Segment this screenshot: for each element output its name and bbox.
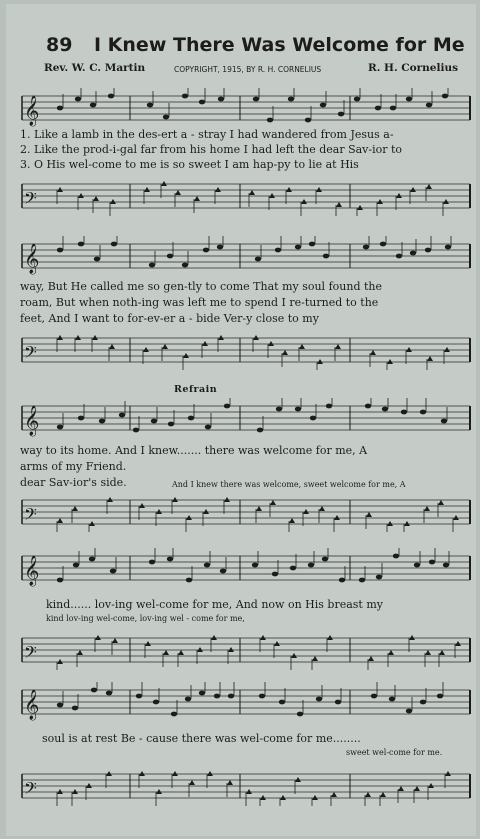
notehead <box>396 254 402 259</box>
bass-lyric-line: sweet wel-come for me. <box>346 748 443 757</box>
shape-notehead <box>280 795 286 800</box>
shape-notehead <box>72 506 78 511</box>
music-system-4 <box>20 546 474 676</box>
notehead <box>305 118 311 123</box>
notehead <box>90 103 96 108</box>
refrain-label: Refrain <box>174 384 218 395</box>
notehead <box>75 97 81 102</box>
shape-notehead <box>57 335 63 340</box>
notehead <box>253 97 259 102</box>
notehead <box>380 242 386 247</box>
notehead <box>149 560 155 565</box>
notehead <box>295 407 301 412</box>
notehead <box>429 560 435 565</box>
shape-notehead <box>197 647 203 652</box>
notehead <box>267 118 273 123</box>
shape-notehead <box>109 344 115 349</box>
treble-clef-icon: 𝄞 <box>24 406 40 436</box>
notehead <box>414 563 420 568</box>
shape-notehead <box>93 196 99 201</box>
hymn-header <box>6 4 476 86</box>
shape-notehead <box>335 344 341 349</box>
notehead <box>375 106 381 111</box>
notehead <box>205 425 211 430</box>
notehead <box>308 563 314 568</box>
shape-notehead <box>186 515 192 520</box>
shape-notehead <box>368 656 374 661</box>
shape-notehead <box>86 783 92 788</box>
notehead <box>203 248 209 253</box>
shape-notehead <box>77 650 83 655</box>
shape-notehead <box>377 199 383 204</box>
shape-notehead <box>291 653 297 658</box>
music-system-3 <box>20 396 474 536</box>
shape-notehead <box>312 795 318 800</box>
shape-notehead <box>438 500 444 505</box>
shape-notehead <box>57 789 63 794</box>
notehead <box>91 688 97 693</box>
shape-notehead <box>144 187 150 192</box>
notehead <box>252 563 258 568</box>
notehead <box>171 712 177 717</box>
notehead <box>338 112 344 117</box>
music-system-1 <box>20 84 474 214</box>
shape-notehead <box>156 509 162 514</box>
bass-staff <box>20 330 474 370</box>
shape-notehead <box>89 521 95 526</box>
shape-notehead <box>215 187 221 192</box>
shape-notehead <box>207 771 213 776</box>
notehead <box>204 563 210 568</box>
shape-notehead <box>249 190 255 195</box>
shape-notehead <box>107 497 113 502</box>
notehead <box>57 578 63 583</box>
shape-notehead <box>410 187 416 192</box>
notehead <box>185 697 191 702</box>
lyric-line-verse-2: arms of my Friend. <box>20 460 127 473</box>
notehead <box>420 410 426 415</box>
shape-notehead <box>194 196 200 201</box>
lyric-line-verse-1: way to its home. And I knew....... there was welcome for me, A <box>20 444 368 457</box>
notehead <box>147 103 153 108</box>
copyright-notice: COPYRIGHT, 1915, BY R. H. CORNELIUS <box>174 65 322 74</box>
shape-notehead <box>303 509 309 514</box>
lyric-line-verse-3: dear Sav-ior's side. <box>20 476 127 489</box>
shape-notehead <box>274 641 280 646</box>
notehead <box>320 103 326 108</box>
shape-notehead <box>78 193 84 198</box>
notehead <box>359 578 365 583</box>
notehead <box>78 416 84 421</box>
notehead <box>182 94 188 99</box>
shape-notehead <box>406 347 412 352</box>
hymn-page <box>6 4 476 836</box>
composer-credit: R. H. Cornelius <box>368 62 458 74</box>
shape-notehead <box>312 656 318 661</box>
lyric-line-chorus: soul is at rest Be - cause there was wel-come for me........ <box>42 732 361 745</box>
notehead <box>425 248 431 253</box>
notehead <box>406 709 412 714</box>
notehead <box>167 557 173 562</box>
shape-notehead <box>366 512 372 517</box>
lyric-line-verse-2: roam, But when noth-ing was left me to spend I re-turned to the <box>20 296 379 309</box>
shape-notehead <box>443 199 449 204</box>
bass-lyric-line: kind lov-ing wel-come, lov-ing wel - come for me, <box>46 614 245 623</box>
notehead <box>443 563 449 568</box>
shape-notehead <box>163 650 169 655</box>
treble-staff <box>20 88 474 128</box>
treble-staff <box>20 236 474 276</box>
shape-notehead <box>143 347 149 352</box>
notehead <box>389 697 395 702</box>
notehead <box>259 694 265 699</box>
notehead <box>382 407 388 412</box>
shape-notehead <box>404 521 410 526</box>
shape-notehead <box>316 187 322 192</box>
notehead <box>376 575 382 580</box>
notehead <box>133 428 139 433</box>
notehead <box>57 703 63 708</box>
notehead <box>371 694 377 699</box>
notehead <box>279 700 285 705</box>
lyric-line-verse-1: 1. Like a lamb in the des-ert a - stray I had wandered from Jesus a- <box>20 128 394 141</box>
shape-notehead <box>253 335 259 340</box>
notehead <box>288 97 294 102</box>
bass-clef-icon: 𝄢 <box>24 342 37 366</box>
shape-notehead <box>227 780 233 785</box>
notehead <box>111 242 117 247</box>
bass-staff <box>20 176 474 216</box>
treble-staff <box>20 398 474 438</box>
notehead <box>94 257 100 262</box>
notehead <box>316 697 322 702</box>
notehead <box>441 419 447 424</box>
shape-notehead <box>218 335 224 340</box>
shape-notehead <box>428 783 434 788</box>
shape-notehead <box>75 335 81 340</box>
notehead <box>182 263 188 268</box>
bass-clef-icon: 𝄢 <box>24 504 37 528</box>
shape-notehead <box>426 184 432 189</box>
shape-notehead <box>112 638 118 643</box>
shape-notehead <box>246 789 252 794</box>
notehead <box>323 254 329 259</box>
notehead <box>290 566 296 571</box>
treble-staff <box>20 548 474 588</box>
shape-notehead <box>260 635 266 640</box>
notehead <box>426 103 432 108</box>
shape-notehead <box>175 190 181 195</box>
music-system-2 <box>20 232 474 372</box>
shape-notehead <box>156 789 162 794</box>
shape-notehead <box>95 635 101 640</box>
notehead <box>437 694 443 699</box>
shape-notehead <box>162 344 168 349</box>
shape-notehead <box>453 515 459 520</box>
shape-notehead <box>110 199 116 204</box>
notehead <box>275 248 281 253</box>
shape-notehead <box>211 635 217 640</box>
notehead <box>354 97 360 102</box>
notehead <box>220 569 226 574</box>
bass-staff <box>20 630 474 670</box>
notehead <box>228 694 234 699</box>
notehead <box>199 691 205 696</box>
shape-notehead <box>327 635 333 640</box>
notehead <box>410 251 416 256</box>
shape-notehead <box>409 635 415 640</box>
notehead <box>214 694 220 699</box>
notehead <box>217 245 223 250</box>
notehead <box>106 691 112 696</box>
shape-notehead <box>228 647 234 652</box>
shape-notehead <box>189 780 195 785</box>
shape-notehead <box>425 650 431 655</box>
notehead <box>310 416 316 421</box>
treble-staff <box>20 682 474 722</box>
notehead <box>309 242 315 247</box>
shape-notehead <box>72 789 78 794</box>
notehead <box>257 428 263 433</box>
shape-notehead <box>398 786 404 791</box>
notehead <box>393 554 399 559</box>
shape-notehead <box>203 509 209 514</box>
shape-notehead <box>334 515 340 520</box>
notehead <box>224 404 230 409</box>
notehead <box>255 257 261 262</box>
notehead <box>365 404 371 409</box>
bass-staff <box>20 492 474 532</box>
notehead <box>78 242 84 247</box>
shape-notehead <box>357 205 363 210</box>
notehead <box>57 425 63 430</box>
shape-notehead <box>336 202 342 207</box>
shape-notehead <box>301 199 307 204</box>
notehead <box>363 245 369 250</box>
lyric-line-verse-2: 2. Like the prod-i-gal far from his home I had left the dear Sav-ior to <box>20 143 403 156</box>
notehead <box>73 563 79 568</box>
notehead <box>406 97 412 102</box>
notehead <box>276 407 282 412</box>
bass-clef-icon: 𝄢 <box>24 188 37 212</box>
shape-notehead <box>178 650 184 655</box>
notehead <box>168 422 174 427</box>
shape-notehead <box>286 187 292 192</box>
notehead <box>186 578 192 583</box>
shape-notehead <box>269 193 275 198</box>
shape-notehead <box>319 506 325 511</box>
shape-notehead <box>387 521 393 526</box>
notehead <box>57 106 63 111</box>
shape-notehead <box>380 792 386 797</box>
shape-notehead <box>396 193 402 198</box>
notehead <box>188 416 194 421</box>
notehead <box>119 413 125 418</box>
notehead <box>57 248 63 253</box>
notehead <box>326 404 332 409</box>
lyric-line-verse-3: feet, And I want to for-ev-er a - bide Ver-y close to my <box>20 312 319 325</box>
shape-notehead <box>202 341 208 346</box>
shape-notehead <box>387 359 393 364</box>
music-system-5 <box>20 676 474 831</box>
shape-notehead <box>295 777 301 782</box>
notehead <box>218 97 224 102</box>
notehead <box>167 254 173 259</box>
shape-notehead <box>455 641 461 646</box>
shape-notehead <box>268 341 274 346</box>
notehead <box>199 100 205 105</box>
shape-notehead <box>260 795 266 800</box>
notehead <box>445 245 451 250</box>
treble-clef-icon: 𝄞 <box>24 244 40 274</box>
shape-notehead <box>289 518 295 523</box>
notehead <box>136 694 142 699</box>
hymn-number: 89 <box>46 34 73 56</box>
shape-notehead <box>57 659 63 664</box>
notehead <box>163 115 169 120</box>
notehead <box>295 245 301 250</box>
bass-lyric-line: And I knew there was welcome, sweet welcome for me, A <box>172 480 406 489</box>
hymn-title: I Knew There Was Welcome for Me <box>94 34 465 56</box>
shape-notehead <box>172 771 178 776</box>
notehead <box>149 263 155 268</box>
notehead <box>335 700 341 705</box>
shape-notehead <box>365 792 371 797</box>
shape-notehead <box>414 786 420 791</box>
shape-notehead <box>172 497 178 502</box>
notehead <box>272 572 278 577</box>
shape-notehead <box>299 344 305 349</box>
shape-notehead <box>139 771 145 776</box>
notehead <box>108 94 114 99</box>
notehead <box>322 557 328 562</box>
lyric-line-chorus: kind...... lov-ing wel-come for me, And now on His breast my <box>46 598 383 611</box>
shape-notehead <box>424 506 430 511</box>
shape-notehead <box>439 650 445 655</box>
shape-notehead <box>444 347 450 352</box>
notehead <box>390 106 396 111</box>
bass-staff <box>20 766 474 806</box>
notehead <box>442 94 448 99</box>
lyricist-credit: Rev. W. C. Martin <box>44 62 146 74</box>
shape-notehead <box>317 359 323 364</box>
notehead <box>151 419 157 424</box>
notehead <box>153 700 159 705</box>
notehead <box>401 410 407 415</box>
shape-notehead <box>106 771 112 776</box>
treble-clef-icon: 𝄞 <box>24 556 40 586</box>
treble-clef-icon: 𝄞 <box>24 690 40 720</box>
shape-notehead <box>331 792 337 797</box>
shape-notehead <box>145 641 151 646</box>
notehead <box>89 557 95 562</box>
shape-notehead <box>57 518 63 523</box>
shape-notehead <box>427 356 433 361</box>
shape-notehead <box>445 771 451 776</box>
bass-clef-icon: 𝄢 <box>24 642 37 666</box>
shape-notehead <box>388 650 394 655</box>
notehead <box>99 419 105 424</box>
shape-notehead <box>370 350 376 355</box>
shape-notehead <box>57 187 63 192</box>
bass-clef-icon: 𝄢 <box>24 778 37 802</box>
notehead <box>297 712 303 717</box>
shape-notehead <box>92 335 98 340</box>
treble-clef-icon: 𝄞 <box>24 96 40 126</box>
lyric-line-verse-1: way, But He called me so gen-tly to come That my soul found the <box>20 280 382 293</box>
shape-notehead <box>256 506 262 511</box>
shape-notehead <box>282 350 288 355</box>
shape-notehead <box>224 497 230 502</box>
lyric-line-verse-3: 3. O His wel-come to me is so sweet I am hap-py to lie at His <box>20 158 359 171</box>
notehead <box>72 706 78 711</box>
notehead <box>420 700 426 705</box>
shape-notehead <box>183 353 189 358</box>
shape-notehead <box>270 500 276 505</box>
shape-notehead <box>139 503 145 508</box>
shape-notehead <box>161 181 167 186</box>
notehead <box>110 569 116 574</box>
notehead <box>339 578 345 583</box>
